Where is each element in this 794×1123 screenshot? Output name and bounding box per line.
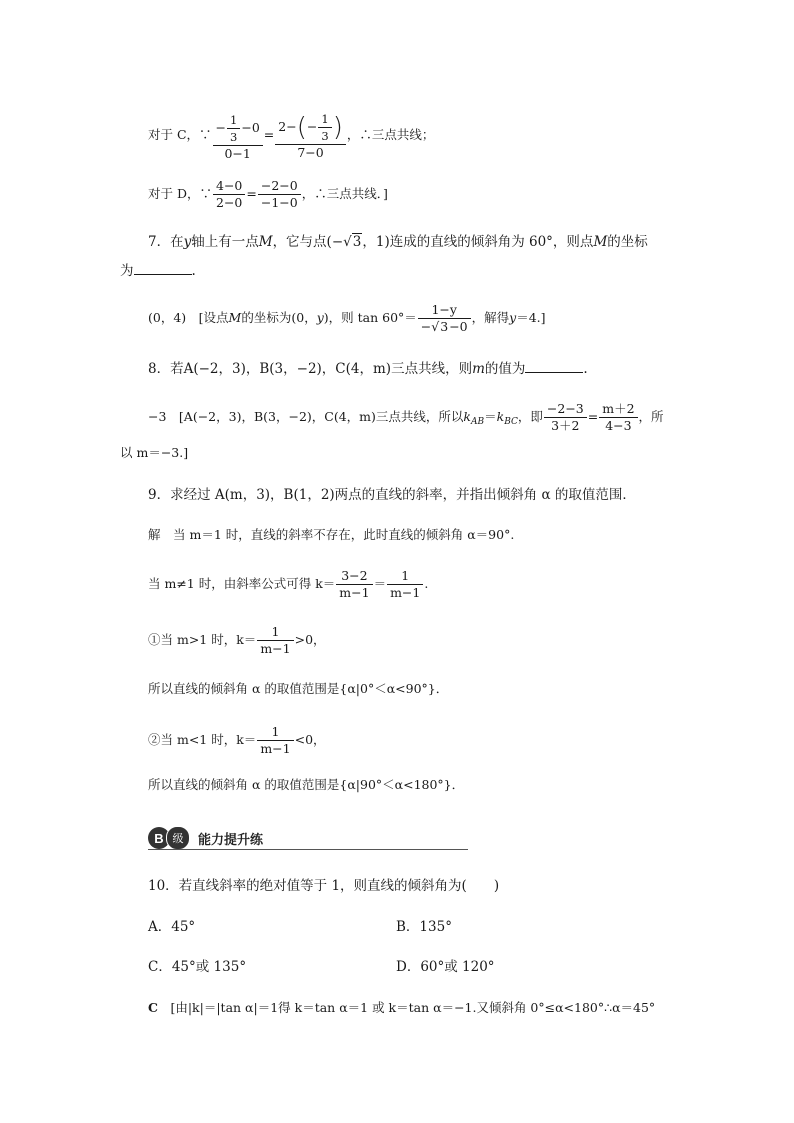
part-d-prefix: 对于 D，∵ xyxy=(148,186,212,201)
s9-line3-den: m−1 xyxy=(260,641,291,656)
s9-f2-num: 1 xyxy=(387,569,423,585)
part-c-rhs-minus: − xyxy=(306,118,318,134)
a8-line2: 以 m＝−3.] xyxy=(120,445,189,460)
a7-var-m: M xyxy=(228,310,242,325)
a8-f1-num: −2−3 xyxy=(544,402,587,418)
a8-text-c: ，所 xyxy=(638,409,664,424)
part-c-rhs-inner-fraction xyxy=(318,112,331,143)
s9-line5-a: ②当 m<1 时，k＝ xyxy=(148,732,257,747)
a8-fraction-2 xyxy=(599,402,637,433)
q7-text-a: 7．在 xyxy=(148,234,184,250)
part-c-lhs-fraction xyxy=(213,111,263,161)
a10-text: [由|k|＝|tan α|＝1得 k＝tan α＝1 或 k＝tan α＝−1.又倾斜角 0°≤α<180°∴α＝45° xyxy=(170,1000,656,1015)
a7-fraction xyxy=(418,303,471,334)
part-c-rhs-den: 7−0 xyxy=(297,144,324,160)
part-c-lhs-inner-den: 3 xyxy=(230,129,238,144)
s9-line3-num: 1 xyxy=(257,625,293,641)
s9-line3-a: ①当 m>1 时，k＝ xyxy=(148,632,257,647)
a8-k1-sub: AB xyxy=(470,417,485,427)
q7-line2-text: 为 xyxy=(120,263,134,279)
q9-text: 9．求经过 A(m，3)，B(1，2)两点的直线的斜率，并指出倾斜角 α 的取值范围． xyxy=(148,487,636,503)
s9-line3-b: >0， xyxy=(294,632,326,647)
a8-eq: ＝ xyxy=(484,409,497,424)
q7-text-e: 的坐标 xyxy=(607,234,648,250)
right-paren: ) xyxy=(332,112,343,142)
a8-k2-sub: BC xyxy=(504,417,518,427)
section-title: 能力提升练 xyxy=(198,832,264,848)
s9-line5-num: 1 xyxy=(257,725,293,741)
q8-text-a: 8．若 xyxy=(148,361,184,377)
q7-answer-blank[interactable] xyxy=(134,262,192,275)
q8-text-c: 的值为 xyxy=(484,361,526,377)
option-d-label: D．60°或 120° xyxy=(396,959,495,975)
q7-var-y: y xyxy=(183,234,192,250)
a7-var-y2: y xyxy=(509,310,517,325)
s9-f1-den: m−1 xyxy=(339,585,370,600)
part-d-lhs-num: 4−0 xyxy=(213,179,245,195)
a7-text-e: ＝4.] xyxy=(516,310,546,325)
a7-den-minus: − xyxy=(420,319,432,334)
question-9 xyxy=(148,486,636,504)
q7-var-m2: M xyxy=(593,234,608,250)
option-b-label: B．135° xyxy=(396,919,452,935)
q8-answer-blank[interactable] xyxy=(525,360,583,373)
part-c-lhs-inner-num: 1 xyxy=(227,113,240,129)
a8-f2-num: m＋2 xyxy=(599,402,637,418)
left-paren: ( xyxy=(296,112,307,142)
s9-line5-b: <0， xyxy=(294,732,326,747)
a8-f2-den: 4−3 xyxy=(605,418,632,433)
part-c-lhs-den: 0−1 xyxy=(224,145,251,161)
a7-text-a: (0，4) [设点 xyxy=(148,310,229,325)
q7-var-m: M xyxy=(258,234,273,250)
option-a-label: A．45° xyxy=(148,919,196,935)
s9-line4: 所以直线的倾斜角 α 的取值范围是{α|0°＜α<90°}． xyxy=(148,681,449,696)
option-c-label: C．45°或 135° xyxy=(148,959,247,975)
level-badge-letter: B xyxy=(148,827,170,849)
part-d-line: 对于 D，∵ $\frac{4-0}{2-0}$ = $\frac{-2-0}{-1-0}$ ，∴三点共线．] xyxy=(148,178,388,210)
s9-line2-eq: ＝ xyxy=(373,576,387,591)
a8-fraction-1 xyxy=(544,402,587,433)
part-c-suffix: ，∴三点共线； xyxy=(346,127,435,142)
s9-f2-den: m−1 xyxy=(390,585,421,600)
s9-line2-fraction-2 xyxy=(387,569,423,600)
a7-fraction-num: 1−y xyxy=(418,303,471,319)
s9-line5-fraction xyxy=(257,725,293,756)
a7-var-y: y xyxy=(316,310,324,325)
part-c-lhs-inner-fraction xyxy=(227,113,240,144)
q7-text-d: ，1)连成的直线的倾斜角为 60°，则点 xyxy=(362,234,594,250)
section-divider xyxy=(148,849,468,850)
part-d-lhs-den: 2−0 xyxy=(216,195,243,210)
part-d-rhs-den: −1−0 xyxy=(260,195,298,210)
a8-k2: k xyxy=(496,409,505,424)
a8-text-b: ，即 xyxy=(517,409,543,424)
q7-sqrt-3: 3 xyxy=(352,234,362,250)
question-10 xyxy=(148,877,499,895)
s9-line2-a: 当 m≠1 时，由斜率公式可得 k＝ xyxy=(148,576,336,591)
a7-den-tail: −0 xyxy=(449,319,468,334)
a8-k1: k xyxy=(463,409,471,424)
s9-line5-den: m−1 xyxy=(260,741,291,756)
section-header xyxy=(148,826,263,850)
answer-10 xyxy=(148,999,655,1017)
part-c-rhs-inner-num: 1 xyxy=(318,112,331,128)
s9-line6: 所以直线的倾斜角 α 的取值范围是{α|90°＜α<180°}． xyxy=(148,777,465,792)
part-d-lhs-fraction xyxy=(213,179,245,210)
part-d-suffix: ，∴三点共线．] xyxy=(301,186,388,201)
s9-line3-fraction xyxy=(257,625,293,656)
s9-line1: 解 当 m＝1 时，直线的斜率不存在，此时直线的倾斜角 α＝90°. xyxy=(148,527,515,542)
solution-9-line-5 xyxy=(148,722,326,758)
answer-7 xyxy=(148,300,546,336)
part-c-equals: = xyxy=(263,127,275,142)
solution-9-line-6 xyxy=(148,776,464,794)
solution-9-line-1 xyxy=(148,526,514,544)
option-b[interactable] xyxy=(396,918,452,936)
part-d-rhs-num: −2−0 xyxy=(258,179,301,195)
q8-end: . xyxy=(583,361,588,377)
s9-line2-end: . xyxy=(424,576,429,591)
part-c-rhs-head: 2− xyxy=(278,118,297,134)
q7-text-b: 轴上有一点 xyxy=(191,234,259,250)
a8-text-a: −3 [A(−2，3)，B(3，−2)，C(4，m)三点共线，所以 xyxy=(148,409,464,424)
a7-text-c: )，则 tan 60°＝ xyxy=(323,310,417,325)
option-a[interactable] xyxy=(148,918,195,936)
option-d[interactable] xyxy=(396,958,495,976)
a7-text-d: ，解得 xyxy=(471,310,510,325)
answer-8-line-2 xyxy=(120,444,188,462)
s9-line2-fraction-1 xyxy=(336,569,372,600)
solution-9-line-2 xyxy=(148,566,428,602)
part-c-lhs-tail: −0 xyxy=(241,119,260,135)
a8-f1-den: 3＋2 xyxy=(551,418,580,433)
part-c-line xyxy=(148,102,434,168)
part-c-prefix: 对于 C，∵ xyxy=(148,127,212,142)
q7-text-c: ，它与点(− xyxy=(272,234,344,250)
part-d-rhs-fraction xyxy=(258,179,301,210)
question-8 xyxy=(148,360,588,378)
a7-fraction-den: −√3−0 xyxy=(420,319,468,334)
s9-f1-num: 3−2 xyxy=(336,569,372,585)
question-7-line-2 xyxy=(120,262,196,280)
answer-8-line-1: −3 [A(−2，3)，B(3，−2)，C(4，m)三点共线，所以$k_{AB}=k_{BC}$，即 $\frac{-2-3}{3+2}$ = $\frac{m+2}{4-3}$ ，所 xyxy=(148,401,664,433)
part-c-rhs-fraction xyxy=(275,112,346,160)
part-c-lhs-minus: − xyxy=(215,119,227,135)
q8-var-m: m xyxy=(472,361,485,377)
q8-text-b: A(−2，3)，B(3，−2)，C(4，m)三点共线，则 xyxy=(183,361,473,377)
question-7-line-1: 7．在y轴上有一点M，它与点(−√3，1)连成的直线的倾斜角为 60°，则点M的坐标 xyxy=(148,234,648,250)
level-badge-label: 级 xyxy=(166,826,190,850)
solution-9-line-4 xyxy=(148,680,448,698)
a7-den-sqrt: 3 xyxy=(440,319,449,334)
a7-text-b: 的坐标为(0， xyxy=(241,310,317,325)
q10-text: 10．若直线斜率的绝对值等于 1，则直线的倾斜角为( ) xyxy=(148,878,500,894)
part-c-rhs-inner-den: 3 xyxy=(321,128,329,143)
option-c[interactable] xyxy=(148,958,246,976)
solution-9-line-3 xyxy=(148,622,326,658)
q7-line2-end: . xyxy=(191,263,196,279)
a10-letter: C xyxy=(148,1000,158,1015)
